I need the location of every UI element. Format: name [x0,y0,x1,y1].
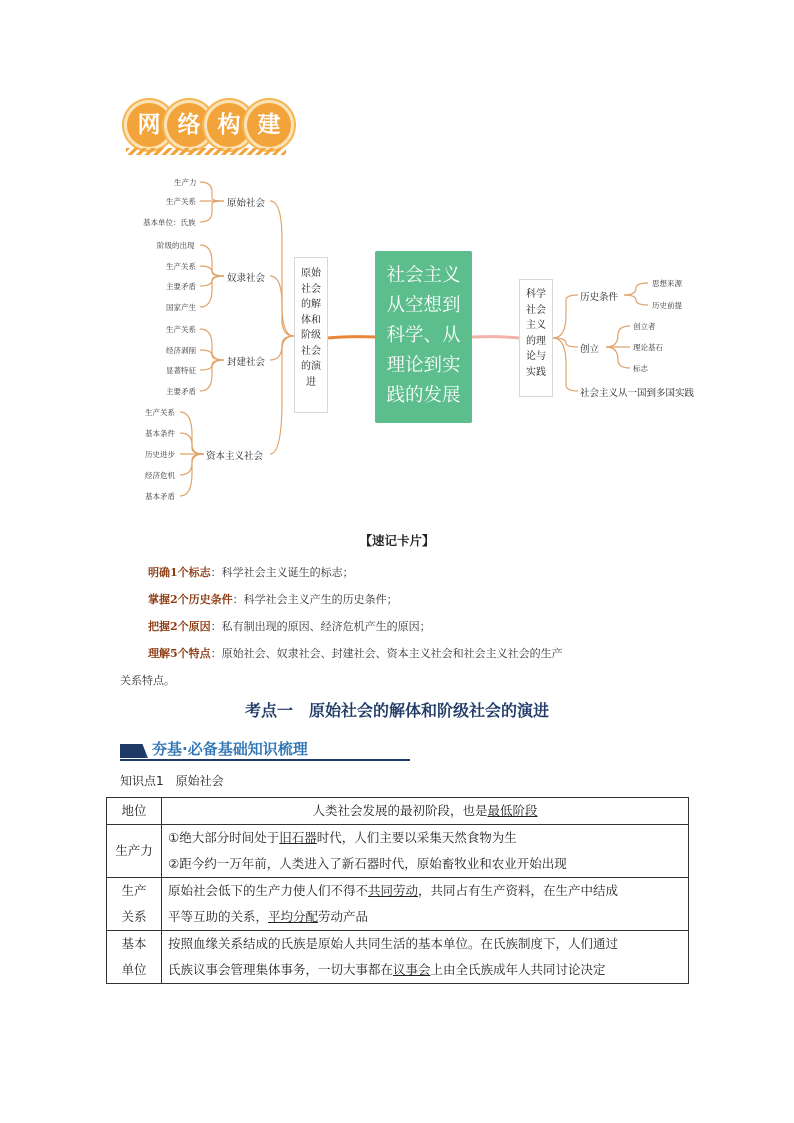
mindmap-leaf: 思想来源 [652,279,682,288]
mindmap-leaf: 生产力 [174,178,197,187]
cell-text: 氏族议事会管理集体事务，一切大事都在 [168,962,394,977]
cell-line [168,825,682,851]
table-row [107,798,689,825]
box-text: 主义 [526,320,546,331]
box-text: 体和 [301,314,321,326]
center-text: 理论到实 [386,355,461,376]
cell-text: 上由全氏族成年人共同讨论决定 [430,962,606,977]
cell-text: 原始社会低下的生产力使人们不得不 [168,883,369,898]
table-row [107,878,689,931]
box-text: 阶级 [301,330,321,341]
cell-underlined: 平均分配 [268,909,319,924]
mindmap-leaf: 主要矛盾 [166,282,196,291]
memo-text: ：科学社会主义诞生的标志； [210,566,354,579]
mindmap-leaf: 生产关系 [166,325,196,334]
row-content [162,798,689,825]
memo-text: ：科学社会主义产生的历史条件； [232,593,398,606]
subheading-text: 夯基·必备基础知识梳理 [152,740,308,758]
row-content [162,825,689,878]
mindmap-leaf: 生产关系 [145,408,175,417]
box-text: 科学 [526,289,546,300]
mindmap-leaf: 显著特征 [166,366,196,375]
mindmap-right-box [519,279,553,397]
mindmap-node: 创立 [580,344,600,355]
mindmap-leaf: 创立者 [633,322,656,331]
cell-underlined: 共同劳动 [368,883,419,898]
table-row [107,825,689,878]
subheading-underline [120,759,410,761]
memo-line [148,564,354,580]
mindmap-leaf: 基本矛盾 [145,492,175,501]
memo-keyword: 理解5个特点 [148,647,211,660]
cell-line [168,904,682,930]
mindmap-leaf: 基本条件 [145,429,175,438]
box-text: 社会 [301,283,321,295]
box-text: 社会 [301,345,321,357]
row-content [162,878,689,931]
cell-text: 时代，人们主要以采集天然食物为生 [316,830,517,845]
box-text: 的演 [301,361,321,372]
banner-char: 络 [164,100,214,150]
box-text: 论与 [526,351,546,362]
memo-keyword: 把握2个原因 [148,620,211,633]
memo-text: ：原始社会、奴隶社会、封建社会、资本主义社会和社会主义社会的生产 [210,647,563,660]
primitive-society-table [106,797,689,984]
memo-keyword: 明确1个标志 [148,566,211,579]
box-text: 实践 [526,366,546,378]
banner-char: 构 [204,100,254,150]
table-row [107,931,689,984]
section-heading: 考点一 原始社会的解体和阶级社会的演进 [244,701,549,720]
cell-line: 按照血缘关系结成的氏族是原始人共同生活的基本单位。在氏族制度下，人们通过 [168,936,619,951]
mindmap-node: 历史条件 [580,292,619,303]
center-text: 科学、从 [386,325,461,346]
mindmap-leaf: 主要矛盾 [166,387,196,396]
label-text: 生产 [121,883,147,898]
cell-underlined: 议事会 [393,962,431,977]
memo-continuation: 关系特点。 [120,674,175,687]
row-label: 生产力 [107,825,162,878]
mindmap-leaf: 标志 [633,364,648,373]
label-text: 关系 [121,909,147,924]
mindmap-leaf: 经济剥削 [166,346,196,355]
row-content [162,931,689,984]
knowledge-point-title: 知识点1 原始社会 [120,774,224,788]
mindmap-leaf: 理论基石 [633,343,663,352]
mindmap-leaf: 历史进步 [145,450,175,459]
box-text: 进 [306,376,316,388]
cell-line [168,957,682,983]
memo-line [148,591,398,607]
cell-underlined: 最低阶段 [487,803,538,818]
cell-text: 人类社会发展的最初阶段，也是 [312,803,488,818]
box-text: 的理 [526,335,546,347]
mindmap-leaf: 经济危机 [145,471,175,480]
mindmap-center-box [375,251,472,423]
box-text: 原始 [301,268,321,279]
mindmap-leaf: 生产关系 [166,197,196,206]
center-text: 从空想到 [386,295,461,316]
memo-title: 【速记卡片】 [359,533,435,548]
mindmap-leaf: 阶级的出现 [157,241,195,250]
row-label [107,878,162,931]
mindmap-node: 资本主义社会 [206,451,264,462]
mindmap-node: 封建社会 [227,357,266,368]
row-label: 地位 [107,798,162,825]
mindmap-left-box [294,257,328,413]
memo-keyword: 掌握2个历史条件 [148,593,233,606]
box-text: 社会 [526,304,546,316]
memo-text: ：私有制出现的原因、经济危机产生的原因； [210,620,431,633]
mindmap-leaf: 历史前提 [652,301,682,310]
cell-text: ①绝大部分时间处于 [168,830,280,845]
banner-char: 建 [244,100,294,150]
cell-text: 劳动产品 [318,909,369,924]
banner-char: 网 [124,100,174,150]
label-text: 单位 [121,962,147,977]
subheading-marker [120,744,148,758]
label-text: 基本 [121,936,147,951]
cell-text: 平等互助的关系， [168,909,269,924]
mindmap-node: 社会主义从一国到多国实践 [580,388,695,399]
cell-line [168,878,682,904]
mindmap-leaf: 国家产生 [166,303,196,312]
cell-line: ②距今约一万年前，人类进入了新石器时代，原始畜牧业和农业开始出现 [168,856,567,871]
cell-underlined: 旧石器 [279,830,317,845]
memo-line [148,618,431,634]
mindmap-leaf: 基本单位：氏族 [143,218,196,227]
row-label [107,931,162,984]
subheading-bar [120,738,410,762]
box-text: 的解 [301,299,321,310]
center-text: 践的发展 [386,385,461,406]
mindmap-leaf: 生产关系 [166,262,196,271]
memo-line [148,645,563,661]
center-text: 社会主义 [386,265,461,286]
mindmap-node: 原始社会 [227,198,266,209]
mindmap-node: 奴隶社会 [227,273,266,284]
cell-text: ，共同占有生产资料，在生产中结成 [418,883,619,898]
